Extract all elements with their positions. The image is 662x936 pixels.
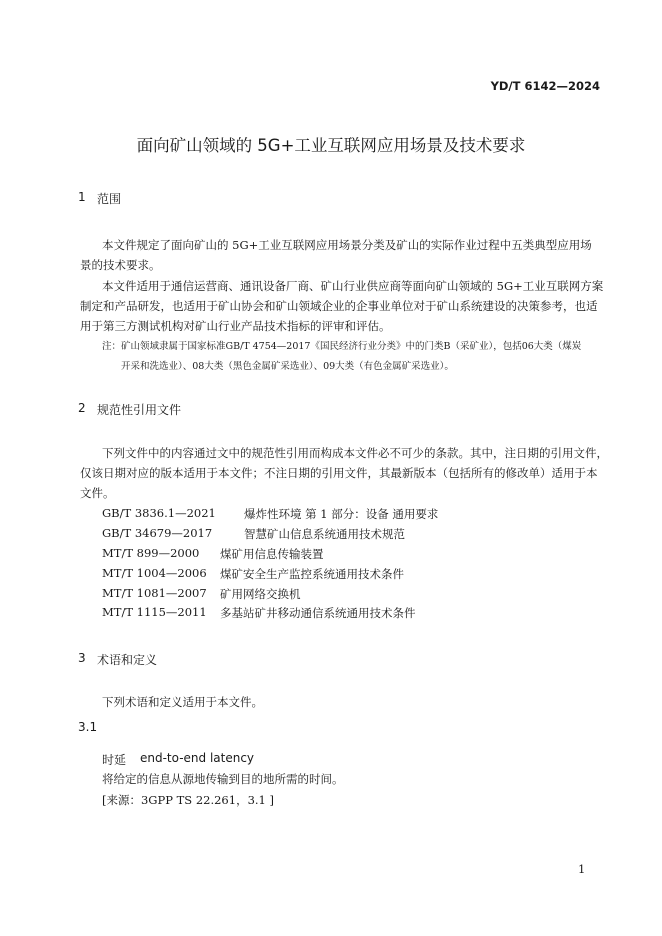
scope-paragraph-2-line-1: 本文件适用于通信运营商、通讯设备厂商、矿山行业供应商等面向矿山领域的 5G+工业互联网方案 <box>102 279 604 293</box>
standard-code: YD/T 6142—2024 <box>490 79 600 93</box>
term-definition: 将给定的信息从源地传输到目的地所需的时间。 <box>102 772 344 786</box>
section-2-number: 2 <box>78 401 86 415</box>
reference-name: 多基站矿井移动通信系统通用技术条件 <box>220 606 416 620</box>
reference-name: 煤矿安全生产监控系统通用技术条件 <box>220 567 404 581</box>
section-3-number: 3 <box>78 651 86 665</box>
document-title: 面向矿山领域的 5G+工业互联网应用场景及技术要求 <box>136 136 526 155</box>
term-chinese: 时延 <box>102 753 127 767</box>
section-3-title: 术语和定义 <box>97 653 158 667</box>
reference-code: MT/T 1004—2006 <box>102 566 207 580</box>
scope-note-line-1: 矿山领域隶属于国家标准GB/T 4754—2017《国民经济行业分类》中的门类B（采矿业），包括06大类（煤炭 <box>121 341 582 352</box>
page-number: 1 <box>578 862 586 876</box>
reference-code: MT/T 1081—2007 <box>102 586 207 600</box>
scope-paragraph-1-line-2: 景的技术要求。 <box>80 258 161 272</box>
reference-code: GB/T 3836.1—2021 <box>102 506 216 520</box>
refs-intro-line-3: 文件。 <box>80 486 115 500</box>
section-1-number: 1 <box>78 190 86 204</box>
reference-name: 煤矿用信息传输装置 <box>220 547 324 561</box>
scope-paragraph-1-line-1: 本文件规定了面向矿山的 5G+工业互联网应用场景分类及矿山的实际作业过程中五类典型应用场 <box>102 238 592 252</box>
reference-name: 矿用网络交换机 <box>220 587 301 601</box>
scope-note-label: 注： <box>102 341 122 352</box>
reference-name: 智慧矿山信息系统通用技术规范 <box>244 527 405 541</box>
refs-intro-line-1: 下列文件中的内容通过文中的规范性引用而构成本文件必不可少的条款。其中，注日期的引用文件， <box>102 446 608 460</box>
refs-intro-line-2: 仅该日期对应的版本适用于本文件；不注日期的引用文件，其最新版本（包括所有的修改单）适用于本 <box>80 466 598 480</box>
reference-code: MT/T 899—2000 <box>102 546 200 560</box>
terms-intro: 下列术语和定义适用于本文件。 <box>102 695 263 709</box>
scope-paragraph-2-line-3: 用于第三方测试机构对矿山行业产品技术指标的评审和评估。 <box>80 319 391 333</box>
scope-note-line-2: 开采和洗选业）、08大类（黑色金属矿采选业）、09大类（有色金属矿采选业）。 <box>121 361 454 372</box>
section-2-title: 规范性引用文件 <box>97 403 182 417</box>
reference-code: GB/T 34679—2017 <box>102 526 213 540</box>
scope-paragraph-2-line-2: 制定和产品研发，也适用于矿山协会和矿山领域企业的企事业单位对于矿山系统建设的决策参考，也适 <box>80 299 598 313</box>
section-1-title: 范围 <box>97 192 122 206</box>
term-english: end-to-end latency <box>140 751 255 765</box>
term-source: [来源：3GPP TS 22.261，3.1 ] <box>102 793 274 807</box>
reference-name: 爆炸性环境 第 1 部分：设备 通用要求 <box>244 507 439 521</box>
term-entry-number: 3.1 <box>78 720 98 734</box>
reference-code: MT/T 1115—2011 <box>102 605 207 619</box>
